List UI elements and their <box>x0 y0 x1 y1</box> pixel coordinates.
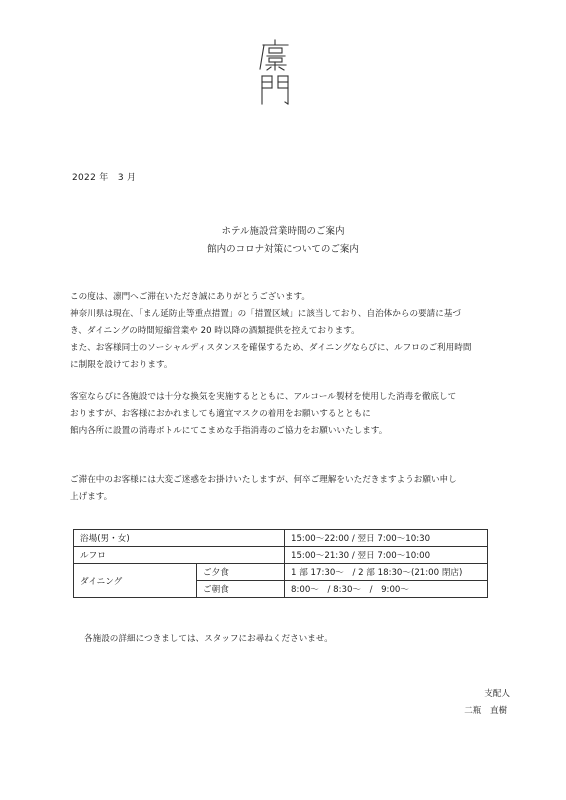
title-covid-measures: 館内のコロナ対策についてのご案内 <box>207 244 359 255</box>
cell-dining-label: ダイニング <box>74 564 197 598</box>
hotel-logo <box>258 38 292 106</box>
facility-hours-table <box>73 529 488 598</box>
cell-dinner-hours: 1 部 17:30～ / 2 部 18:30～(21:00 閉店) <box>285 564 488 581</box>
paragraph-hygiene <box>70 389 510 440</box>
cell-breakfast-label: ご朝食 <box>197 581 285 598</box>
text-line: 客室ならびに各施設では十分な換気を実施するとともに、アルコール製材を使用した消毒を徹底して <box>70 392 457 402</box>
text-line: に制限を設けております。 <box>70 360 173 370</box>
text-line: ご滞在中のお客様には大変ご迷惑をお掛けいたしますが、何卒ご理解をいただきますようお願い申し <box>70 475 457 485</box>
issue-date: 2022 年 3 月 <box>72 173 137 183</box>
text-line: おりますが、お客様におかれましても適宜マスクの着用をお願いするとともに <box>70 409 371 419</box>
signature-block <box>464 686 510 720</box>
rinmon-logo-icon <box>258 38 292 106</box>
table-row <box>74 564 488 581</box>
cell-breakfast-hours: 8:00～ / 8:30～ / 9:00～ <box>285 581 488 598</box>
cell-dinner-label: ご夕食 <box>197 564 285 581</box>
signer-name: 二瓶 直樹 <box>464 706 508 716</box>
notice-titles <box>0 223 566 259</box>
paragraph-apology <box>70 472 510 506</box>
table-row <box>74 547 488 564</box>
cell-lufuro-hours: 15:00～21:30 / 翌日 7:00～10:00 <box>285 547 488 564</box>
cell-bath-label: 浴場(男・女) <box>74 530 285 547</box>
paragraph-greeting <box>70 289 510 374</box>
cell-lufuro-label: ルフロ <box>74 547 285 564</box>
staff-inquiry-note: 各施設の詳細につきましては、スタッフにお尋ねくださいませ。 <box>84 634 333 644</box>
cell-bath-hours: 15:00～22:00 / 翌日 7:00～10:30 <box>285 530 488 547</box>
text-line: また、お客様同士のソーシャルディスタンスを確保するため、ダイニングならびに、ルフロのご利用時間 <box>70 343 472 353</box>
text-line: 上げます。 <box>70 492 113 502</box>
title-facility-hours: ホテル施設営業時間のご案内 <box>221 226 345 237</box>
text-line: き、ダイニングの時間短縮営業や 20 時以降の酒類提供を控えております。 <box>70 326 360 336</box>
text-line: この度は、凛門へご滞在いただき誠にありがとうございます。 <box>70 292 310 302</box>
text-line: 館内各所に設置の消毒ボトルにてこまめな手指消毒のご協力をお願いいたします。 <box>70 426 388 436</box>
text-line: 神奈川県は現在、「まん延防止等重点措置」の「措置区域」に該当しており、自治体からの要請に基づ <box>70 309 462 319</box>
signer-role: 支配人 <box>484 689 510 699</box>
table-row <box>74 530 488 547</box>
